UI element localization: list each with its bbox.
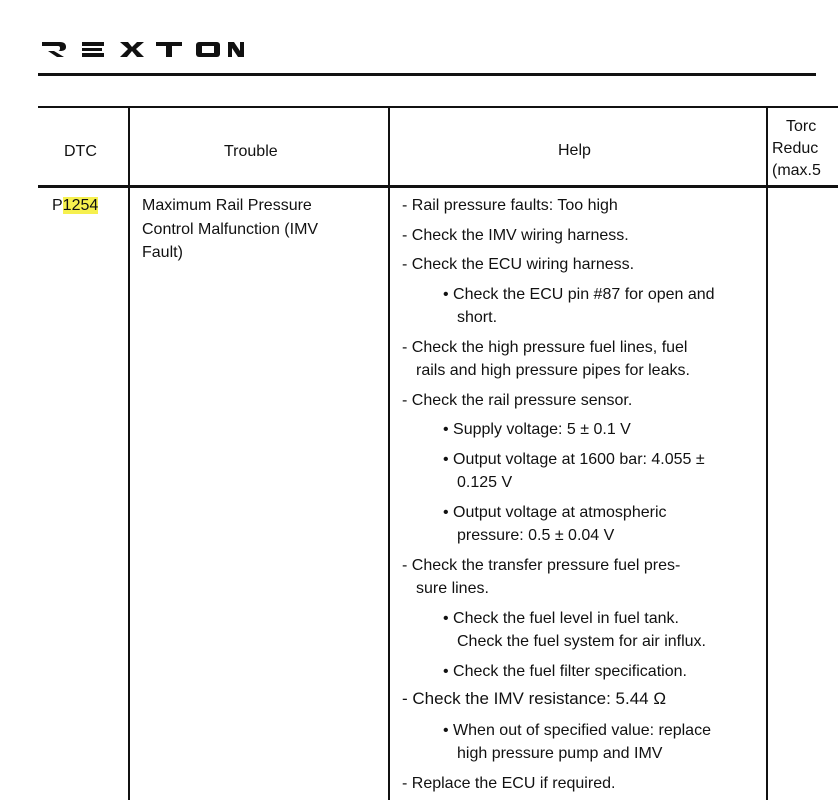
header-torque-line-2: Reduc [772,140,819,157]
help-item: - Check the IMV wiring harness. [402,226,629,244]
table-header-border [38,185,838,188]
help-subitem: • Check the fuel filter specification. [443,662,687,680]
table-top-border [38,106,838,108]
help-subitem: • When out of specified value: replace high pressure pump and IMV [443,721,711,762]
dtc-code-number: 1254 [62,197,99,214]
dtc-code [52,194,98,218]
header-help: Help [558,142,591,159]
rexton-logo [40,38,244,62]
help-item: - Check the rail pressure sensor. [402,391,633,409]
help-subitem: • Output voltage at atmospheric pressure: 0.5 ± 0.04 V [443,503,667,544]
help-item: - Check the transfer pressure fuel pres-sure lines. [402,556,681,597]
header-trouble: Trouble [224,143,278,160]
help-subitem: • Supply voltage: 5 ± 0.1 V [443,421,631,438]
trouble-description: Maximum Rail Pressure Control Malfunction (IMV Fault) [142,197,319,261]
help-subitem: • Output voltage at 1600 bar: 4.055 ± 0.125 V [443,450,705,491]
help-subitem: • Check the fuel level in fuel tank. Check the fuel system for air influx. [443,609,706,650]
help-item: - Rail pressure faults: Too high [402,197,618,214]
help-item: - Replace the ECU if required. [402,774,616,792]
rexton-logo-mark [40,38,244,60]
column-divider-1 [128,106,130,800]
header-dtc: DTC [64,143,97,160]
help-item: - Check the high pressure fuel lines, fuel rails and high pressure pipes for leaks. [402,338,690,379]
dtc-code-prefix: P [52,197,63,214]
help-item: - Check the IMV resistance: 5.44 Ω [402,689,667,708]
column-divider-3 [766,106,768,800]
header-torque-line-3: (max.5 [772,162,821,179]
dtc-table [38,106,838,800]
help-list [402,194,715,795]
header-rule [38,73,816,76]
help-item: - Check the ECU wiring harness. [402,256,635,273]
column-divider-2 [388,106,390,800]
header-torque-line-1: Torc [786,118,817,135]
help-subitem: • Check the ECU pin #87 for open and short. [443,285,715,326]
header-torque [772,116,821,182]
